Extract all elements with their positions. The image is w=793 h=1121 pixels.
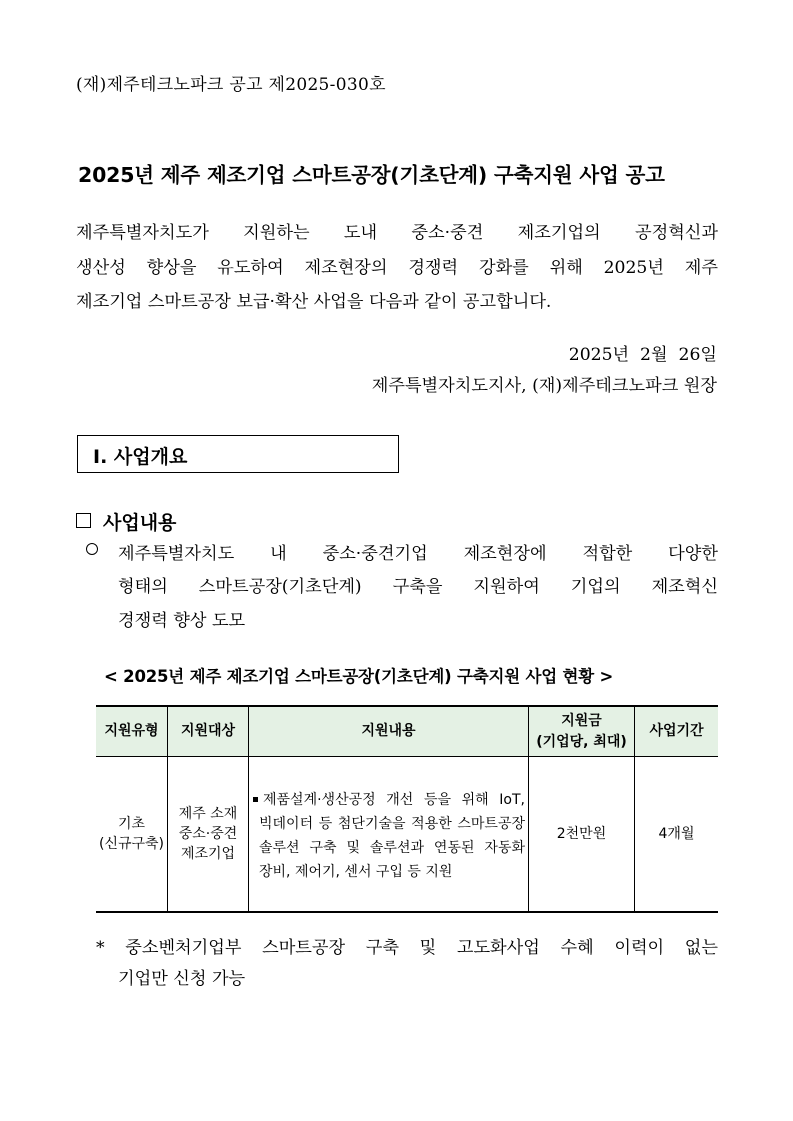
table-title: < 2025년 제주 제조기업 스마트공장(기초단계) 구축지원 사업 현황 > bbox=[104, 667, 614, 686]
header-amount-line1: 지원금 bbox=[561, 713, 602, 730]
document-title: 2025년 제주 제조기업 스마트공장(기초단계) 구축지원 사업 공고 bbox=[78, 163, 665, 187]
support-table bbox=[96, 705, 718, 914]
subsection-label: 사업내용 bbox=[103, 512, 177, 534]
cell-type-line2: (신규구축) bbox=[98, 836, 165, 852]
cell-target bbox=[168, 757, 248, 911]
circle-bullet-icon bbox=[86, 543, 98, 555]
cell-content bbox=[253, 788, 525, 884]
cell-target-line2: 중소·중견 bbox=[178, 825, 238, 842]
cell-content-line3: 솔루션 구축 및 솔루션과 연동된 자동화 bbox=[259, 840, 525, 856]
header-period: 사업기간 bbox=[649, 723, 704, 740]
header-amount-line2: (기업당, 최대) bbox=[536, 733, 627, 750]
section-heading-box bbox=[77, 435, 399, 473]
cell-content-line2: 빅데이터 등 첨단기술을 적용한 스마트공장 bbox=[259, 816, 525, 832]
cell-target-line1: 제주 소재 bbox=[178, 805, 238, 822]
intro-line-3: 제조기업 스마트공장 보급·확산 사업을 다음과 같이 공고합니다. bbox=[76, 292, 552, 312]
footnote-line-1: * 중소벤처기업부 스마트공장 구축 및 고도화사업 수혜 이력이 없는 bbox=[96, 938, 718, 958]
square-bullet-icon bbox=[253, 797, 258, 802]
cell-type-line1: 기초 bbox=[117, 815, 146, 832]
intro-line-1: 제주특별자치도가 지원하는 도내 중소·중견 제조기업의 공정혁신과 bbox=[76, 223, 718, 243]
footnote-line-2: 기업만 신청 가능 bbox=[118, 969, 246, 989]
header-amount bbox=[529, 707, 634, 756]
cell-period: 4개월 bbox=[658, 825, 695, 842]
bullet-line-2: 형태의 스마트공장(기초단계) 구축을 지원하여 기업의 제조혁신 bbox=[118, 577, 718, 597]
cell-type bbox=[96, 757, 167, 911]
cell-amount: 2천만원 bbox=[556, 825, 607, 842]
table-bottom-rule bbox=[96, 911, 718, 913]
header-target: 지원대상 bbox=[180, 723, 236, 740]
notice-date: 2025년 2월 26일 bbox=[568, 345, 717, 365]
cell-content-line1 bbox=[253, 788, 525, 812]
section-heading: Ⅰ. 사업개요 bbox=[93, 446, 188, 468]
issuer: 제주특별자치도지사, (재)제주테크노파크 원장 bbox=[371, 376, 717, 396]
checkbox-square-icon bbox=[76, 513, 91, 528]
subsection-heading bbox=[76, 508, 176, 535]
cell-content-line4: 장비, 제어기, 센서 구입 등 지원 bbox=[259, 864, 453, 880]
cell-target-line3: 제조기업 bbox=[180, 846, 236, 863]
intro-line-2: 생산성 향상을 유도하여 제조현장의 경쟁력 강화를 위해 2025년 제주 bbox=[76, 258, 718, 278]
cell-content-line1-text: 제품설계·생산공정 개선 등을 위해 IoT, bbox=[263, 792, 525, 808]
bullet-line-3: 경쟁력 향상 도모 bbox=[118, 611, 246, 631]
notice-number: (재)제주테크노파크 공고 제2025-030호 bbox=[76, 75, 386, 95]
header-type: 지원유형 bbox=[104, 723, 159, 740]
header-content: 지원내용 bbox=[361, 723, 416, 740]
bullet-line-1: 제주특별자치도 내 중소·중견기업 제조현장에 적합한 다양한 bbox=[118, 544, 718, 564]
